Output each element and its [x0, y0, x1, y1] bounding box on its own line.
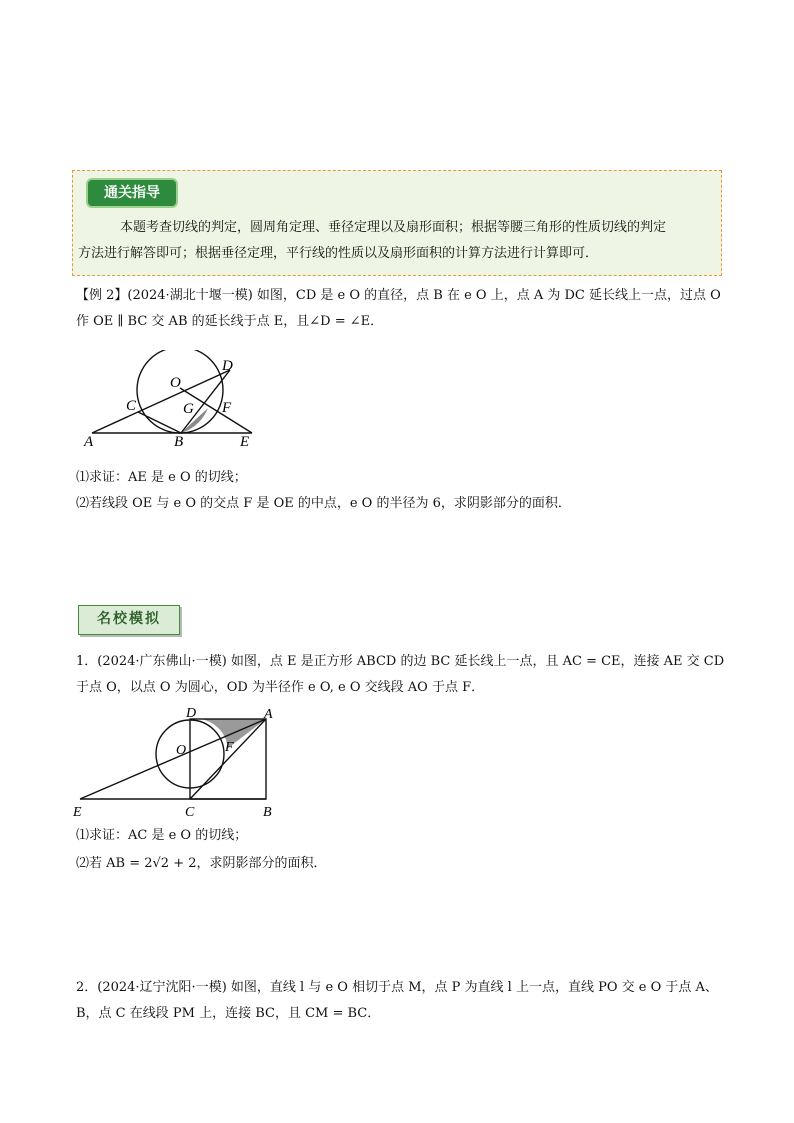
example2-label-g: G [183, 401, 194, 417]
problem2-statement-line-1: 2．(2024·辽宁沈阳·一模) 如图，直线 l 与 e O 相切于点 M，点 P 为直线 l 上一点，直线 PO 交 e O 于点 A、 [76, 980, 718, 995]
problem1-label-o: O [176, 743, 187, 758]
example2-figure [80, 350, 270, 450]
example2-statement-line-1: 【例 2】(2024·湖北十堰一模) 如图，CD 是 e O 的直径，点 B 在 e O 上，点 A 为 DC 延长线上一点，过点 O [76, 288, 721, 303]
problem1-label-d: D [186, 706, 197, 721]
guidance-text-line-1: 本题考查切线的判定，圆周角定理、垂径定理以及扇形面积；根据等腰三角形的性质切线的判定 [120, 220, 667, 235]
example2-label-b: B [174, 434, 184, 450]
example2-label-c: C [126, 398, 137, 414]
problem1-figure [70, 704, 285, 822]
guidance-badge: 通关指导 [88, 180, 176, 206]
example2-statement-line-2: 作 OE ∥ BC 交 AB 的延长线于点 E，且∠D = ∠E． [76, 314, 384, 329]
guidance-text-line-2: 方法进行解答即可；根据垂径定理，平行线的性质以及扇形面积的计算方法进行计算即可． [78, 246, 599, 261]
example2-label-o: O [170, 375, 181, 391]
problem1-label-a: A [264, 707, 273, 722]
problem1-question-1: ⑴求证：AC 是 e O 的切线； [76, 828, 248, 843]
example2-circle-o [137, 350, 223, 433]
example2-label-a: A [84, 434, 94, 450]
section-badge-mock-exams: 名校模拟 [78, 605, 180, 635]
problem1-statement-line-1: 1．(2024·广东佛山·一模) 如图，点 E 是正方形 ABCD 的边 BC 延长线上一点，且 AC = CE，连接 AE 交 CD [76, 654, 725, 669]
problem1-label-e: E [73, 805, 82, 820]
problem1-label-c: C [185, 805, 195, 820]
example2-label-d: D [222, 358, 233, 374]
example2-question-1: ⑴求证：AE 是 e O 的切线； [76, 470, 247, 485]
problem1-label-b: B [263, 805, 272, 820]
example2-label-f: F [222, 400, 232, 416]
problem2-statement-line-2: B，点 C 在线段 PM 上，连接 BC，且 CM = BC． [76, 1006, 381, 1021]
example2-label-e: E [240, 434, 250, 450]
problem1-label-f: F [225, 740, 234, 755]
problem1-question-2: ⑵若 AB = 2√2 + 2，求阴影部分的面积． [76, 856, 327, 871]
problem1-statement-line-2: 于点 O，以点 O 为圆心，OD 为半径作 e O, e O 交线段 AO 于点 F． [76, 680, 485, 695]
example2-question-2: ⑵若线段 OE 与 e O 的交点 F 是 OE 的中点，e O 的半径为 6，求阴影部分的面积． [76, 496, 571, 511]
